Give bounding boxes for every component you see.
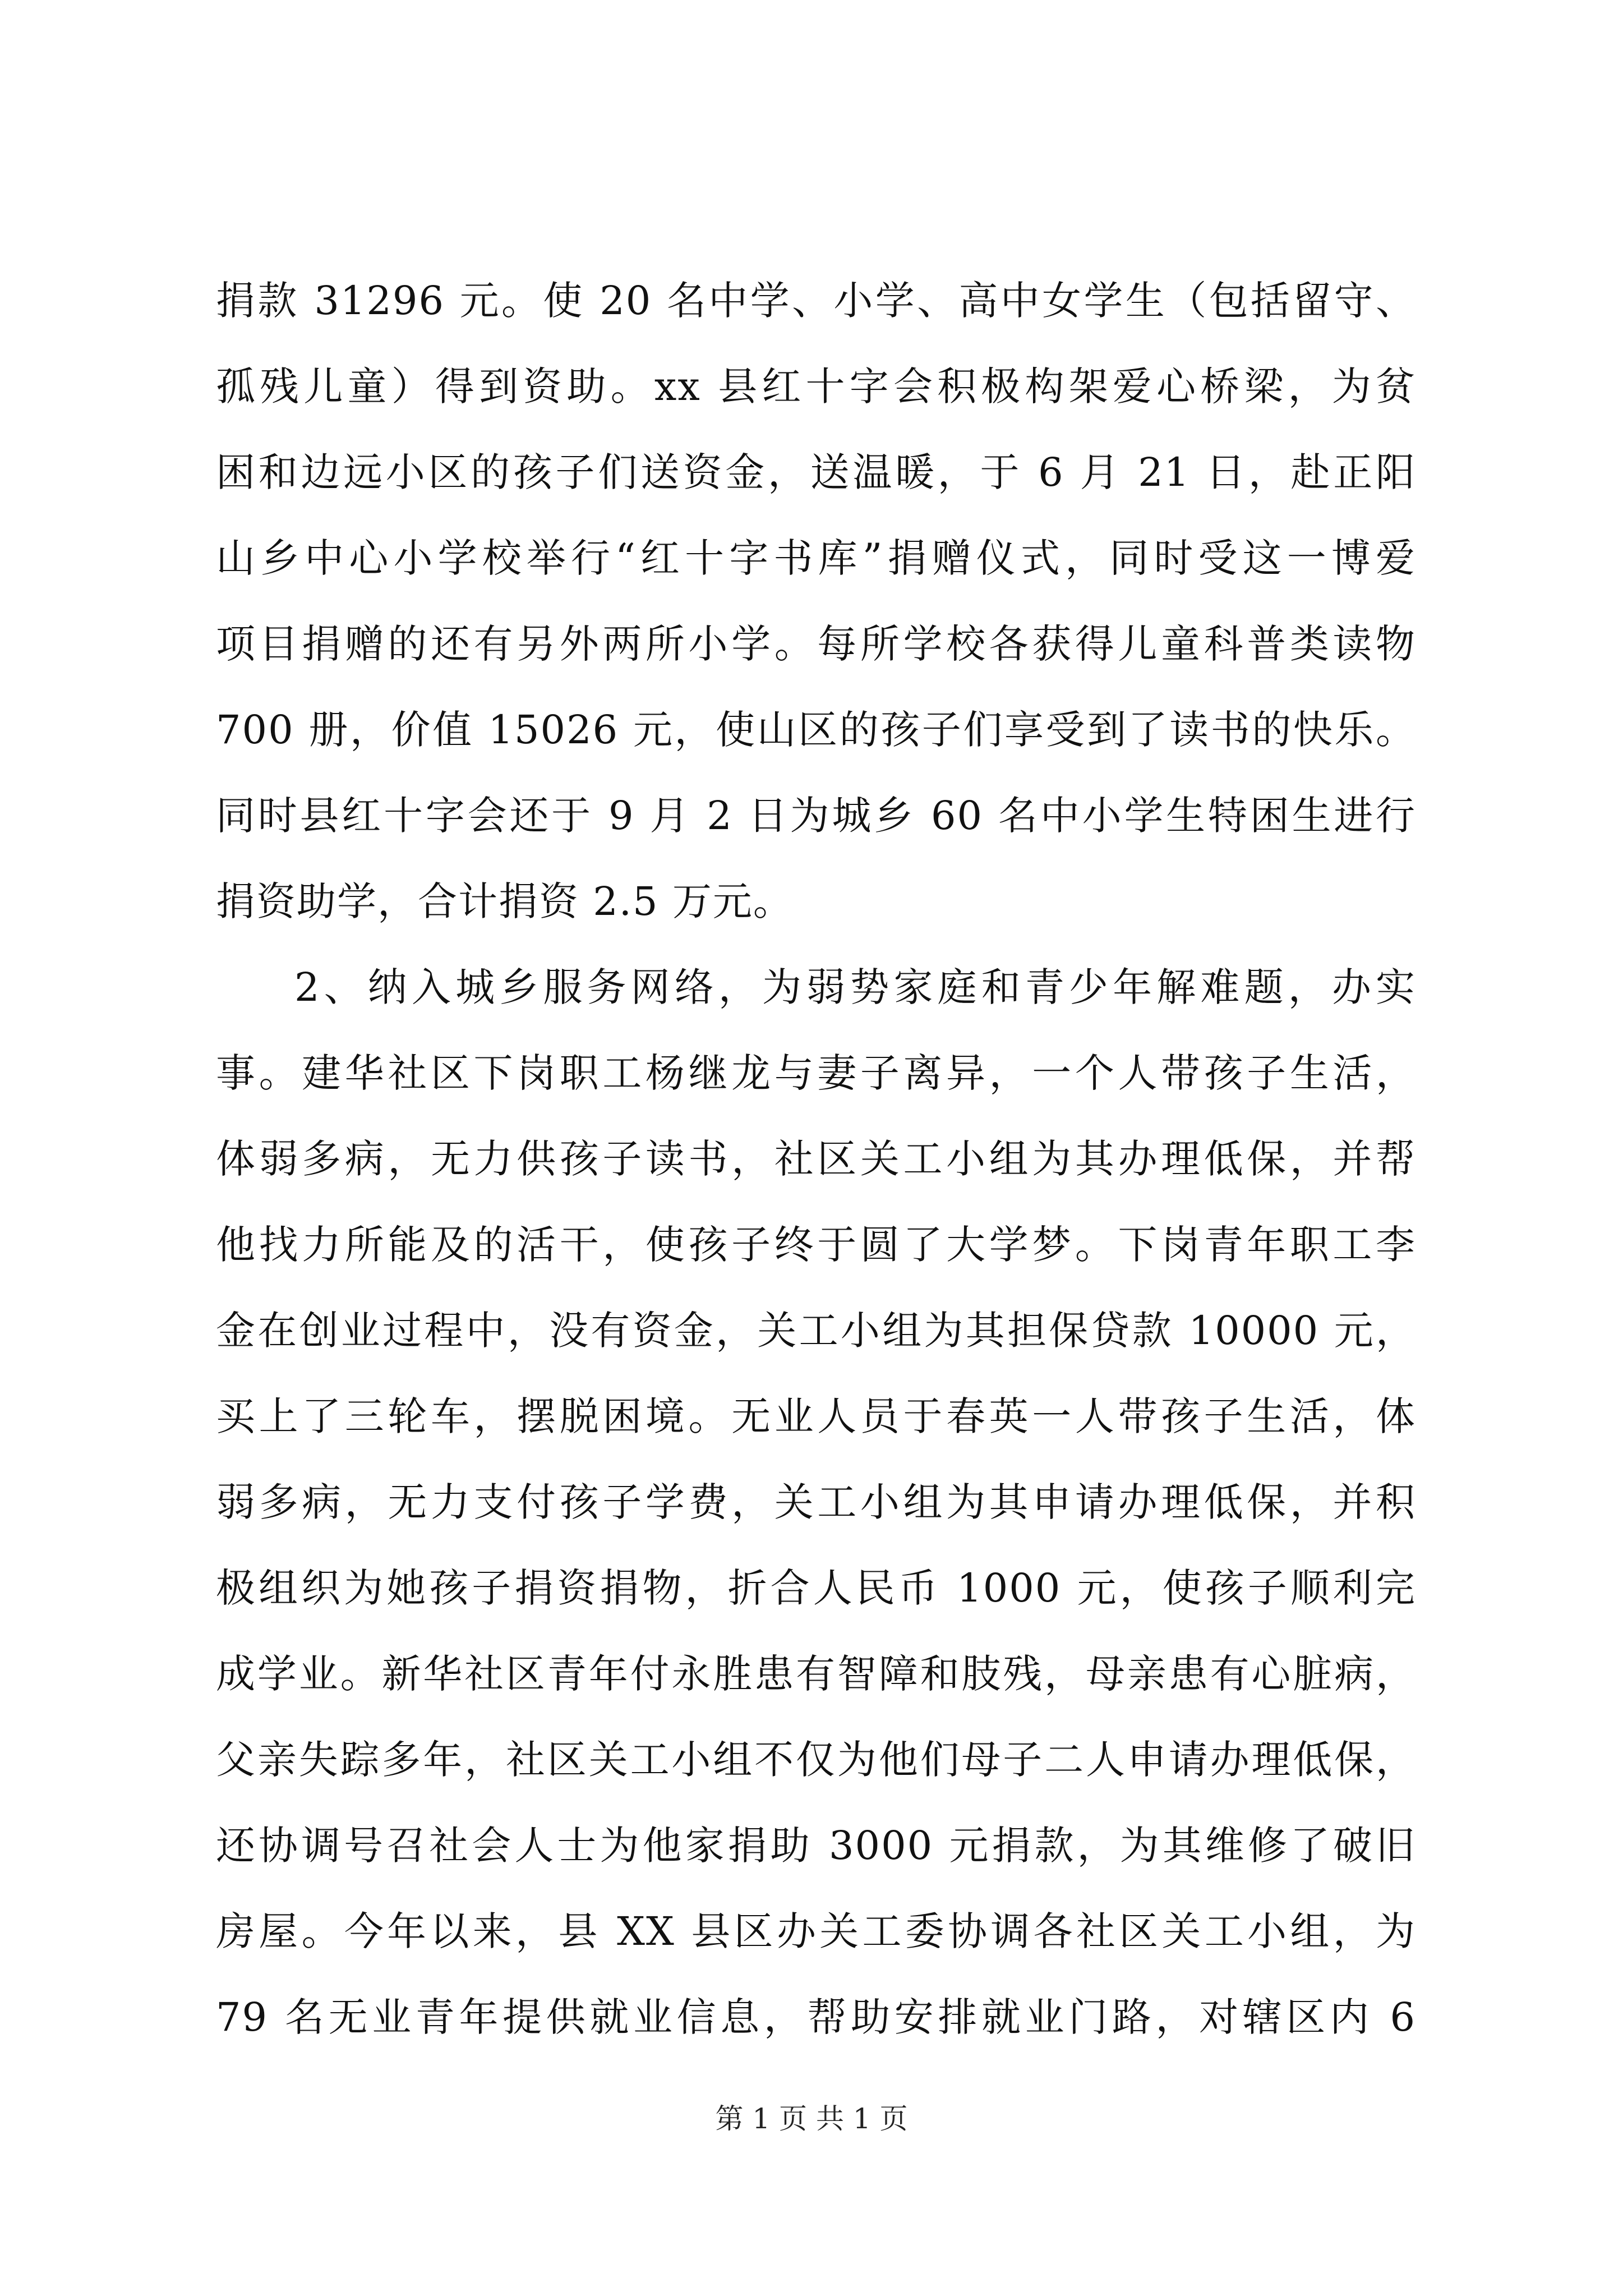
- page-number-label: 第 1 页 共 1 页: [715, 2102, 908, 2135]
- text-line: 项目捐赠的还有另外两所小学。每所学校各获得儿童科普类读物: [216, 621, 1416, 667]
- text-line: 金在创业过程中，没有资金，关工小组为其担保贷款 10000 元，: [216, 1308, 1416, 1354]
- text-line: 成学业。新华社区青年付永胜患有智障和肢残，母亲患有心脏病，: [216, 1651, 1416, 1697]
- text-line: 父亲失踪多年，社区关工小组不仅为他们母子二人申请办理低保，: [216, 1737, 1416, 1783]
- text-line: 房屋。今年以来，县 XX 县区办关工委协调各社区关工小组，为: [216, 1908, 1416, 1954]
- text-line: 孤残儿童）得到资助。xx 县红十字会积极构架爱心桥梁，为贫: [216, 364, 1416, 409]
- text-line: 事。建华社区下岗职工杨继龙与妻子离异，一个人带孩子生活，: [216, 1050, 1416, 1096]
- text-line: 捐款 31296 元。使 20 名中学、小学、高中女学生（包括留守、: [216, 278, 1416, 324]
- text-line: 山乡中心小学校举行“红十字书库”捐赠仪式，同时受这一博爱: [216, 535, 1416, 581]
- text-line: 2、纳入城乡服务网络，为弱势家庭和青少年解难题，办实: [294, 964, 1416, 1010]
- text-line: 捐资助学，合计捐资 2.5 万元。: [216, 878, 794, 924]
- text-line: 还协调号召社会人士为他家捐助 3000 元捐款，为其维修了破旧: [216, 1823, 1416, 1869]
- document-body: [216, 258, 1416, 2060]
- text-line: 困和边远小区的孩子们送资金，送温暖，于 6 月 21 日，赴正阳: [216, 449, 1416, 495]
- text-line: 体弱多病，无力供孩子读书，社区关工小组为其办理低保，并帮: [216, 1136, 1416, 1182]
- text-line: 极组织为她孩子捐资捐物，折合人民币 1000 元，使孩子顺利完: [216, 1565, 1416, 1611]
- text-line: 79 名无业青年提供就业信息，帮助安排就业门路，对辖区内 6: [216, 1994, 1416, 2040]
- text-line: 买上了三轮车，摆脱困境。无业人员于春英一人带孩子生活，体: [216, 1393, 1416, 1439]
- page-footer: [0, 2099, 1623, 2138]
- text-line: 他找力所能及的活干，使孩子终于圆了大学梦。下岗青年职工李: [216, 1222, 1416, 1268]
- text-line: 弱多病，无力支付孩子学费，关工小组为其申请办理低保，并积: [216, 1479, 1416, 1525]
- text-line: 同时县红十字会还于 9 月 2 日为城乡 60 名中小学生特困生进行: [216, 793, 1416, 839]
- text-line: 700 册，价值 15026 元，使山区的孩子们享受到了读书的快乐。: [216, 707, 1416, 753]
